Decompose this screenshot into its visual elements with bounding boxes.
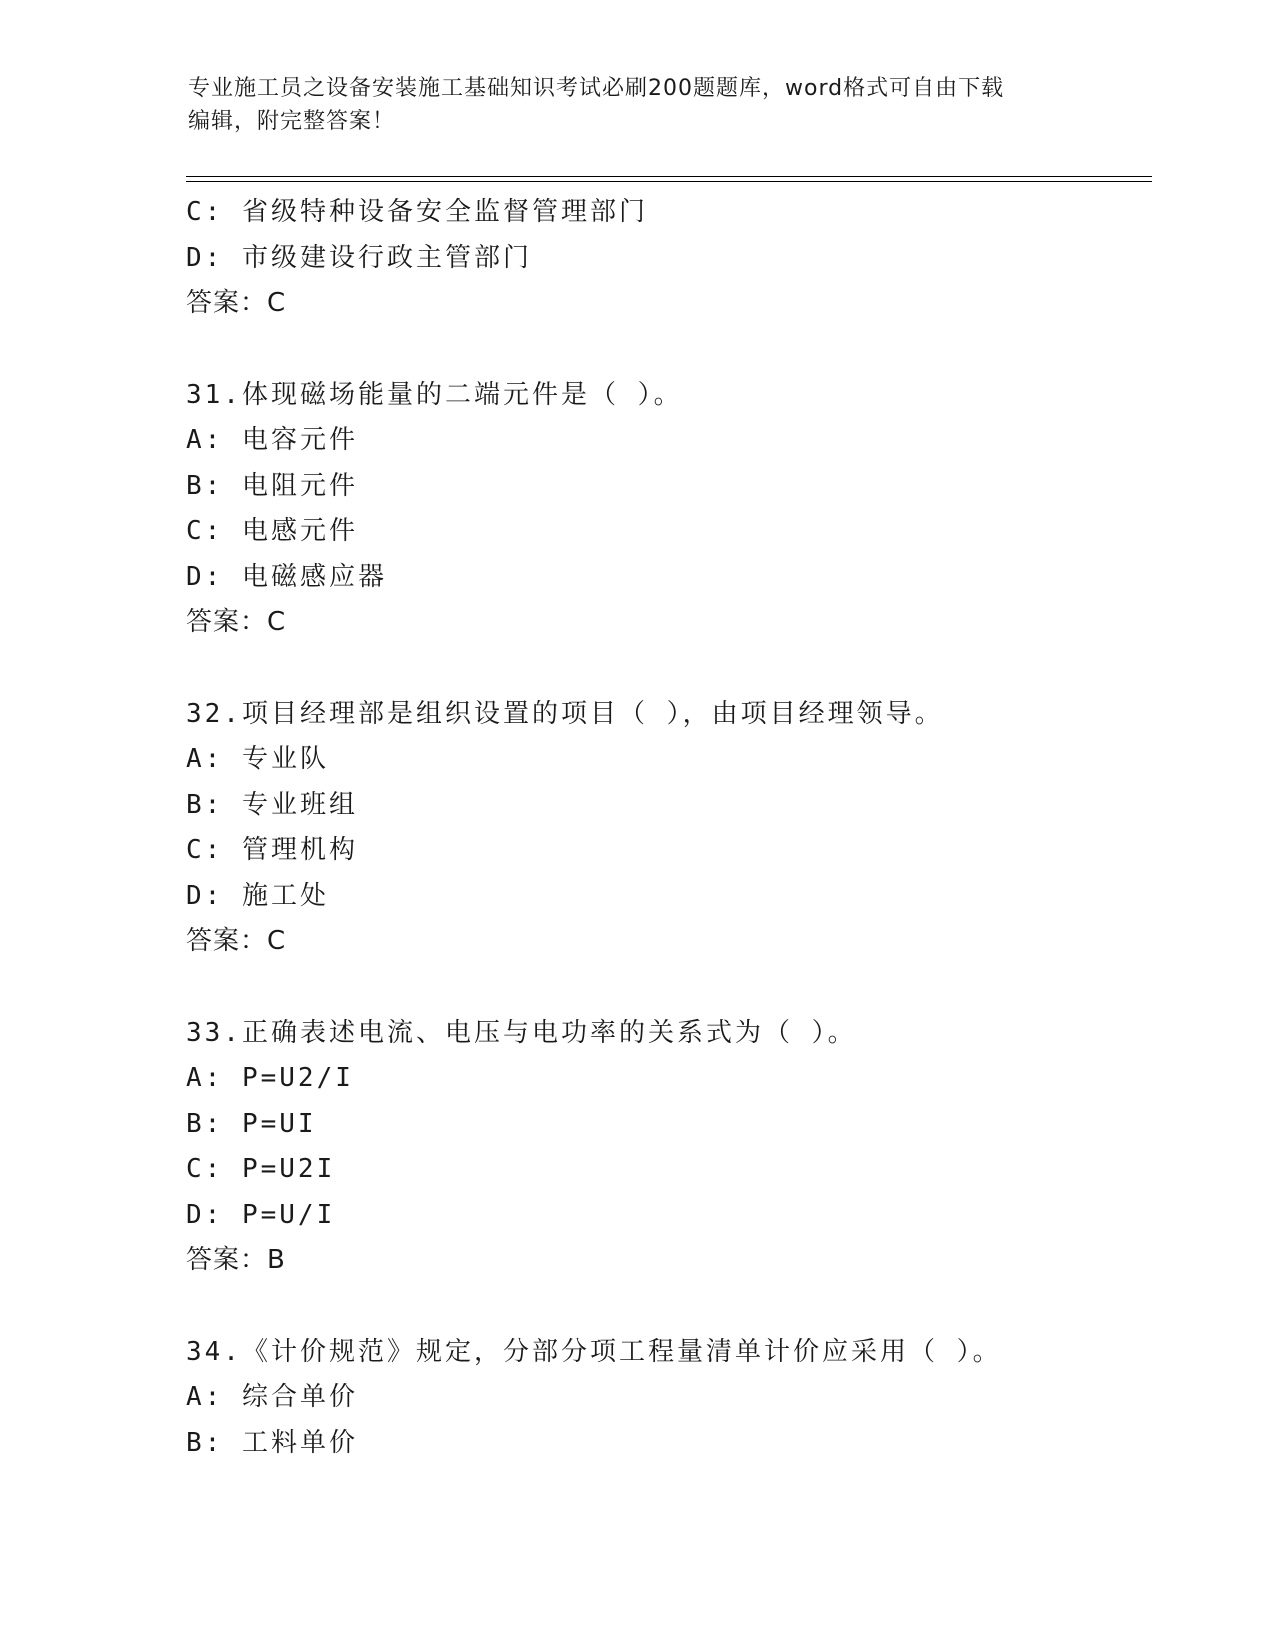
header-divider-bottom (186, 181, 1152, 182)
question-block-30-tail (186, 190, 1146, 327)
option-d: D: 施工处 (186, 880, 329, 911)
option-d: D: 电磁感应器 (186, 561, 387, 592)
option-a: A: 电容元件 (186, 425, 358, 455)
question-block-34 (186, 1330, 1146, 1467)
header-line-2: 编辑，附完整答案！ (188, 109, 396, 134)
option-b: B: P=UI (186, 1108, 317, 1139)
answer-line: 答案：B (186, 1245, 286, 1275)
option-c: C: 省级特种设备安全监督管理部门 (186, 197, 648, 227)
option-a: A: 专业队 (186, 744, 329, 774)
option-b: B: 工料单价 (186, 1427, 358, 1458)
question-title: 31.体现磁场能量的二端元件是（ ）。 (186, 379, 683, 410)
option-c: C: 管理机构 (186, 835, 358, 865)
option-a: A: P=U2/I (186, 1063, 354, 1093)
option-d: D: P=U/I (186, 1199, 336, 1230)
spacer (186, 965, 1146, 1011)
option-b: B: 电阻元件 (186, 470, 358, 501)
question-block-32 (186, 692, 1146, 965)
question-title: 34.《计价规范》规定，分部分项工程量清单计价应采用（ ）。 (186, 1336, 1002, 1367)
question-block-33 (186, 1011, 1146, 1284)
option-d: D: 市级建设行政主管部门 (186, 242, 532, 273)
document-header (188, 72, 1088, 138)
header-line-1: 专业施工员之设备安装施工基础知识考试必刷200题题库，word格式可自由下载 (188, 76, 1005, 101)
option-c: C: 电感元件 (186, 516, 358, 546)
header-divider-top (186, 176, 1152, 177)
option-a: A: 综合单价 (186, 1382, 358, 1412)
question-title: 32.项目经理部是组织设置的项目（ ），由项目经理领导。 (186, 698, 944, 729)
question-list (186, 190, 1146, 1466)
option-b: B: 专业班组 (186, 789, 358, 820)
spacer (186, 646, 1146, 692)
spacer (186, 1284, 1146, 1330)
answer-line: 答案：C (186, 926, 287, 956)
question-title: 33.正确表述电流、电压与电功率的关系式为（ ）。 (186, 1017, 857, 1048)
question-block-31 (186, 373, 1146, 646)
answer-line: 答案：C (186, 607, 287, 637)
option-c: C: P=U2I (186, 1154, 336, 1184)
spacer (186, 327, 1146, 373)
answer-line: 答案：C (186, 288, 287, 318)
